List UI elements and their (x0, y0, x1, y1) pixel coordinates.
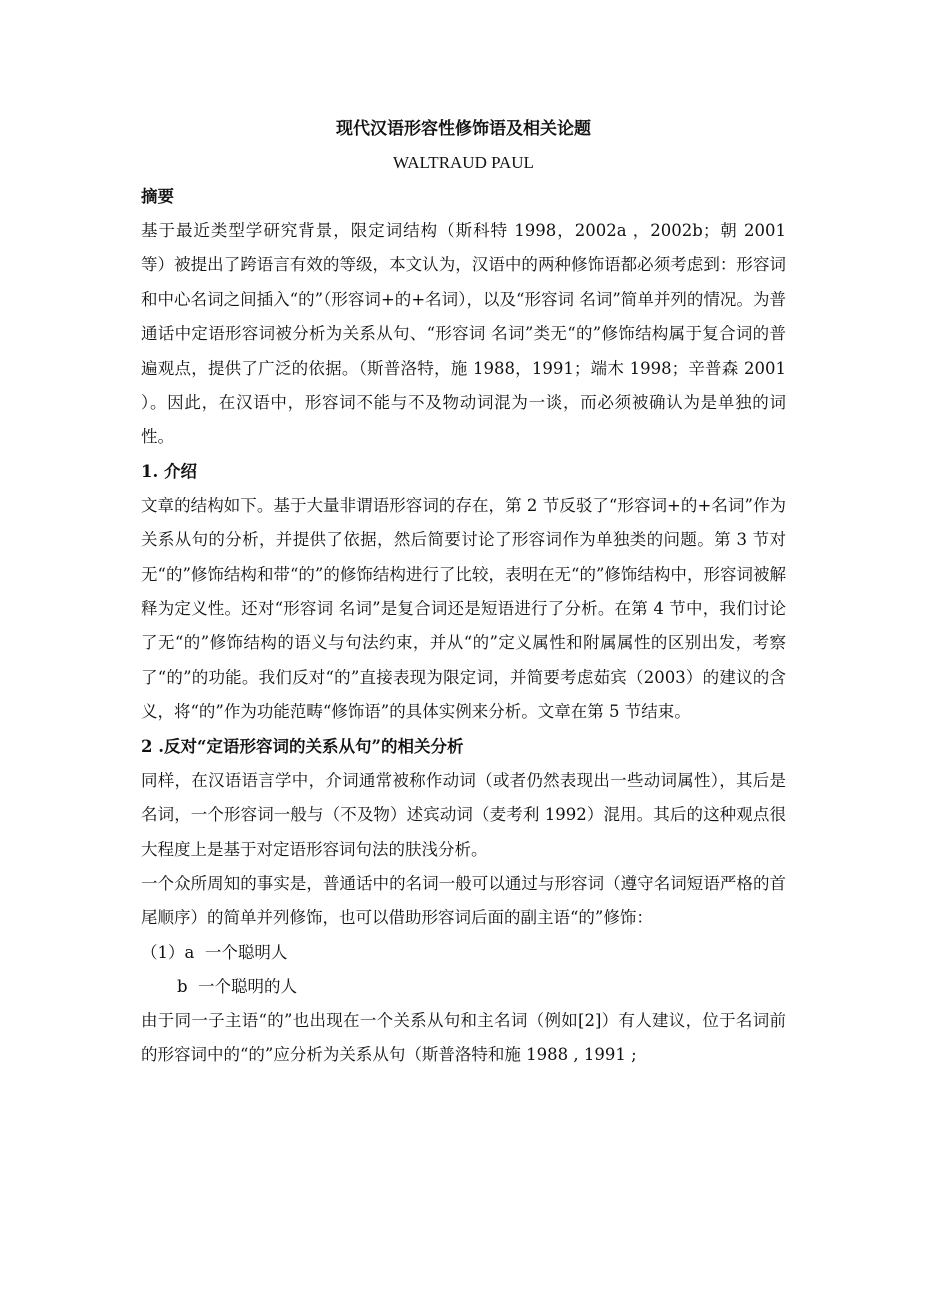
paper-title: 现代汉语形容性修饰语及相关论题 (336, 119, 591, 139)
section-2-heading: 2 .反对“定语形容词的关系从句”的相关分析 (141, 736, 464, 756)
author-name: WALTRAUD PAUL (393, 153, 534, 172)
abstract-text: 基于最近类型学研究背景，限定词结构（斯科特 1998，2002a ，2002b；朝 2001 等）被提出了跨语言有效的等级，本文认为，汉语中的两种修饰语都必须考虑到：形容词和中心名词之间插入“的”（形容词+的+名词），以及“形容词 名词”简单并列的情况。为普通话中定语形容词被分析为关系从句、“形容词 名词”类无“的”修饰结构属于复合词的普遍观点，提供了广泛的依据。（斯普洛特，施 1988，1991；端木 1998；辛普森 2001 ）。因此，在汉语中，形容词不能与不及物动词混为一谈，而必须被确认为是单独的词性。 (141, 221, 786, 447)
section-2-paragraph-1: 同样，在汉语语言学中，介词通常被称作动词（或者仍然表现出一些动词属性），其后是名词，一个形容词一般与（不及物）述宾动词（麦考利 1992）混用。其后的这种观点很大程度上是基于对定语形容词句法的肤浅分析。 (141, 770, 786, 859)
section-1-heading: 1. 介绍 (141, 461, 197, 481)
section-2-paragraph-3: 由于同一子主语“的”也出现在一个关系从句和主名词（例如[2]）有人建议，位于名词前的形容词中的“的”应分析为关系从句（斯普洛特和施 1988 , 1991 ; (141, 1010, 786, 1065)
section-2-paragraph-2: 一个众所周知的事实是，普通话中的名词一般可以通过与形容词（遵守名词短语严格的首尾顺序）的简单并列修饰，也可以借助形容词后面的副主语“的”修饰： (141, 873, 786, 928)
example-1a: （1）a 一个聪明人 (141, 942, 288, 962)
document-page (141, 112, 786, 1073)
abstract-heading: 摘要 (141, 187, 174, 206)
section-1-text: 文章的结构如下。基于大量非谓语形容词的存在，第 2 节反驳了“形容词+的+名词”作为关系从句的分析，并提供了依据，然后简要讨论了形容词作为单独类的问题。第 3 节对无“的”修饰结构和带“的”的修饰结构进行了比较，表明在无“的”修饰结构中，形容词被解释为定义性。还对“形容词 名词”是复合词还是短语进行了分析。在第 4 节中，我们讨论了无“的”修饰结构的语义与句法约束，并从“的”定义属性和附属属性的区别出发，考察了“的”的功能。我们反对“的”直接表现为限定词，并简要考虑茹宾（2003）的建议的含义，将“的”作为功能范畴“修饰语”的具体实例来分析。文章在第 5 节结束。 (141, 495, 786, 722)
example-1b: b 一个聪明的人 (177, 976, 298, 996)
